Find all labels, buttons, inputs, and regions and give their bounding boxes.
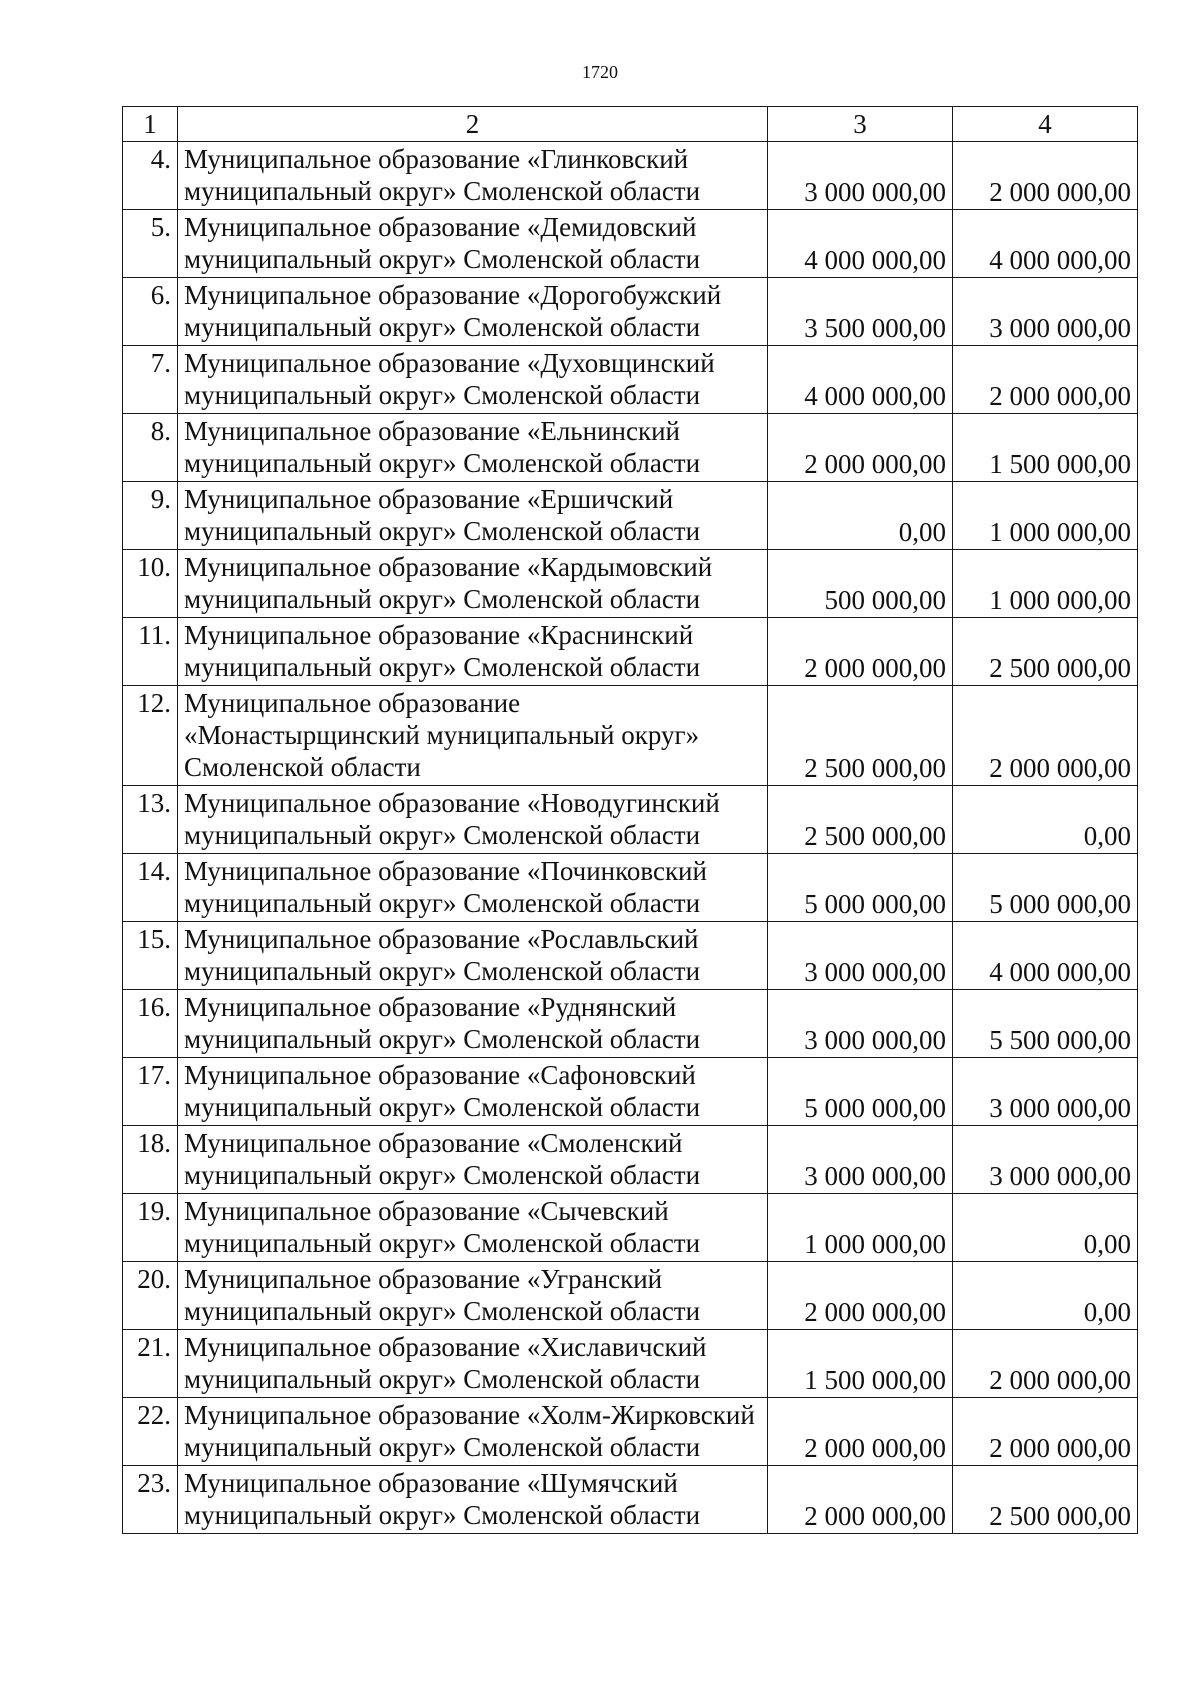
municipality-name: Муниципальное образование «Дорогобужский муниципальный округ» Смоленской области bbox=[178, 278, 768, 346]
amount-column-3: 3 000 000,00 bbox=[768, 142, 953, 210]
amount-column-4: 2 000 000,00 bbox=[953, 346, 1138, 414]
amount-column-3: 3 500 000,00 bbox=[768, 278, 953, 346]
table-row bbox=[123, 346, 1138, 414]
row-number: 13. bbox=[123, 786, 178, 854]
amount-column-3: 4 000 000,00 bbox=[768, 210, 953, 278]
row-number: 19. bbox=[123, 1194, 178, 1262]
row-number: 21. bbox=[123, 1330, 178, 1398]
municipality-name: Муниципальное образование «Монастырщинский муниципальный округ» Смоленской области bbox=[178, 686, 768, 786]
table-row bbox=[123, 1262, 1138, 1330]
municipality-name: Муниципальное образование «Новодугинский муниципальный округ» Смоленской области bbox=[178, 786, 768, 854]
amount-column-4: 5 000 000,00 bbox=[953, 854, 1138, 922]
row-number: 8. bbox=[123, 414, 178, 482]
amount-column-4: 2 000 000,00 bbox=[953, 142, 1138, 210]
amount-column-3: 3 000 000,00 bbox=[768, 922, 953, 990]
municipality-name: Муниципальное образование «Шумячский муниципальный округ» Смоленской области bbox=[178, 1466, 768, 1534]
row-number: 18. bbox=[123, 1126, 178, 1194]
table-row bbox=[123, 210, 1138, 278]
amount-column-3: 500 000,00 bbox=[768, 550, 953, 618]
amount-column-3: 4 000 000,00 bbox=[768, 346, 953, 414]
amount-column-4: 2 000 000,00 bbox=[953, 1398, 1138, 1466]
amount-column-3: 0,00 bbox=[768, 482, 953, 550]
table-row bbox=[123, 1466, 1138, 1534]
municipality-name: Муниципальное образование «Ершичский муниципальный округ» Смоленской области bbox=[178, 482, 768, 550]
column-header-2: 2 bbox=[178, 107, 768, 142]
amount-column-3: 2 500 000,00 bbox=[768, 786, 953, 854]
amount-column-4: 1 000 000,00 bbox=[953, 550, 1138, 618]
municipality-name: Муниципальное образование «Рославльский муниципальный округ» Смоленской области bbox=[178, 922, 768, 990]
row-number: 12. bbox=[123, 686, 178, 786]
row-number: 22. bbox=[123, 1398, 178, 1466]
amount-column-4: 0,00 bbox=[953, 1262, 1138, 1330]
table-row bbox=[123, 922, 1138, 990]
row-number: 20. bbox=[123, 1262, 178, 1330]
amount-column-4: 3 000 000,00 bbox=[953, 1058, 1138, 1126]
table-header-row bbox=[123, 107, 1138, 142]
amount-column-3: 5 000 000,00 bbox=[768, 1058, 953, 1126]
row-number: 16. bbox=[123, 990, 178, 1058]
row-number: 4. bbox=[123, 142, 178, 210]
municipality-name: Муниципальное образование «Смоленский муниципальный округ» Смоленской области bbox=[178, 1126, 768, 1194]
table-row bbox=[123, 990, 1138, 1058]
row-number: 5. bbox=[123, 210, 178, 278]
row-number: 14. bbox=[123, 854, 178, 922]
amount-column-3: 2 000 000,00 bbox=[768, 414, 953, 482]
table-row bbox=[123, 278, 1138, 346]
row-number: 10. bbox=[123, 550, 178, 618]
amount-column-4: 2 500 000,00 bbox=[953, 618, 1138, 686]
page-number: 1720 bbox=[582, 62, 618, 82]
row-number: 15. bbox=[123, 922, 178, 990]
amount-column-3: 2 000 000,00 bbox=[768, 1466, 953, 1534]
amount-column-4: 0,00 bbox=[953, 1194, 1138, 1262]
municipality-name: Муниципальное образование «Хиславичский муниципальный округ» Смоленской области bbox=[178, 1330, 768, 1398]
table-row bbox=[123, 854, 1138, 922]
row-number: 17. bbox=[123, 1058, 178, 1126]
municipality-name: Муниципальное образование «Демидовский муниципальный округ» Смоленской области bbox=[178, 210, 768, 278]
amount-column-3: 3 000 000,00 bbox=[768, 1126, 953, 1194]
row-number: 11. bbox=[123, 618, 178, 686]
table-row bbox=[123, 142, 1138, 210]
table-row bbox=[123, 618, 1138, 686]
column-header-1: 1 bbox=[123, 107, 178, 142]
amount-column-3: 2 000 000,00 bbox=[768, 1262, 953, 1330]
municipality-name: Муниципальное образование «Краснинский муниципальный округ» Смоленской области bbox=[178, 618, 768, 686]
table-row bbox=[123, 550, 1138, 618]
municipality-name: Муниципальное образование «Починковский муниципальный округ» Смоленской области bbox=[178, 854, 768, 922]
amount-column-4: 2 500 000,00 bbox=[953, 1466, 1138, 1534]
amount-column-3: 3 000 000,00 bbox=[768, 990, 953, 1058]
amount-column-4: 3 000 000,00 bbox=[953, 1126, 1138, 1194]
amount-column-4: 4 000 000,00 bbox=[953, 210, 1138, 278]
amount-column-4: 4 000 000,00 bbox=[953, 922, 1138, 990]
municipality-name: Муниципальное образование «Сычевский муниципальный округ» Смоленской области bbox=[178, 1194, 768, 1262]
column-header-3: 3 bbox=[768, 107, 953, 142]
row-number: 7. bbox=[123, 346, 178, 414]
amount-column-4: 2 000 000,00 bbox=[953, 686, 1138, 786]
table-row bbox=[123, 686, 1138, 786]
amount-column-4: 1 000 000,00 bbox=[953, 482, 1138, 550]
amount-column-3: 1 000 000,00 bbox=[768, 1194, 953, 1262]
table-row bbox=[123, 1126, 1138, 1194]
municipality-name: Муниципальное образование «Кардымовский муниципальный округ» Смоленской области bbox=[178, 550, 768, 618]
amount-column-3: 1 500 000,00 bbox=[768, 1330, 953, 1398]
amount-column-4: 2 000 000,00 bbox=[953, 1330, 1138, 1398]
table-row bbox=[123, 1330, 1138, 1398]
amount-column-3: 2 000 000,00 bbox=[768, 1398, 953, 1466]
row-number: 9. bbox=[123, 482, 178, 550]
municipality-name: Муниципальное образование «Ельнинский муниципальный округ» Смоленской области bbox=[178, 414, 768, 482]
amount-column-3: 5 000 000,00 bbox=[768, 854, 953, 922]
municipality-name: Муниципальное образование «Сафоновский муниципальный округ» Смоленской области bbox=[178, 1058, 768, 1126]
allocation-table bbox=[122, 106, 1138, 1534]
municipality-name: Муниципальное образование «Руднянский муниципальный округ» Смоленской области bbox=[178, 990, 768, 1058]
municipality-name: Муниципальное образование «Холм-Жирковский муниципальный округ» Смоленской области bbox=[178, 1398, 768, 1466]
row-number: 23. bbox=[123, 1466, 178, 1534]
amount-column-3: 2 000 000,00 bbox=[768, 618, 953, 686]
amount-column-4: 3 000 000,00 bbox=[953, 278, 1138, 346]
amount-column-4: 1 500 000,00 bbox=[953, 414, 1138, 482]
table-row bbox=[123, 1194, 1138, 1262]
municipality-name: Муниципальное образование «Глинковский муниципальный округ» Смоленской области bbox=[178, 142, 768, 210]
municipality-name: Муниципальное образование «Угранский муниципальный округ» Смоленской области bbox=[178, 1262, 768, 1330]
row-number: 6. bbox=[123, 278, 178, 346]
column-header-4: 4 bbox=[953, 107, 1138, 142]
municipality-name: Муниципальное образование «Духовщинский муниципальный округ» Смоленской области bbox=[178, 346, 768, 414]
table-row bbox=[123, 786, 1138, 854]
amount-column-4: 5 500 000,00 bbox=[953, 990, 1138, 1058]
table-row bbox=[123, 414, 1138, 482]
amount-column-4: 0,00 bbox=[953, 786, 1138, 854]
table-row bbox=[123, 1398, 1138, 1466]
table-row bbox=[123, 482, 1138, 550]
table-row bbox=[123, 1058, 1138, 1126]
amount-column-3: 2 500 000,00 bbox=[768, 686, 953, 786]
